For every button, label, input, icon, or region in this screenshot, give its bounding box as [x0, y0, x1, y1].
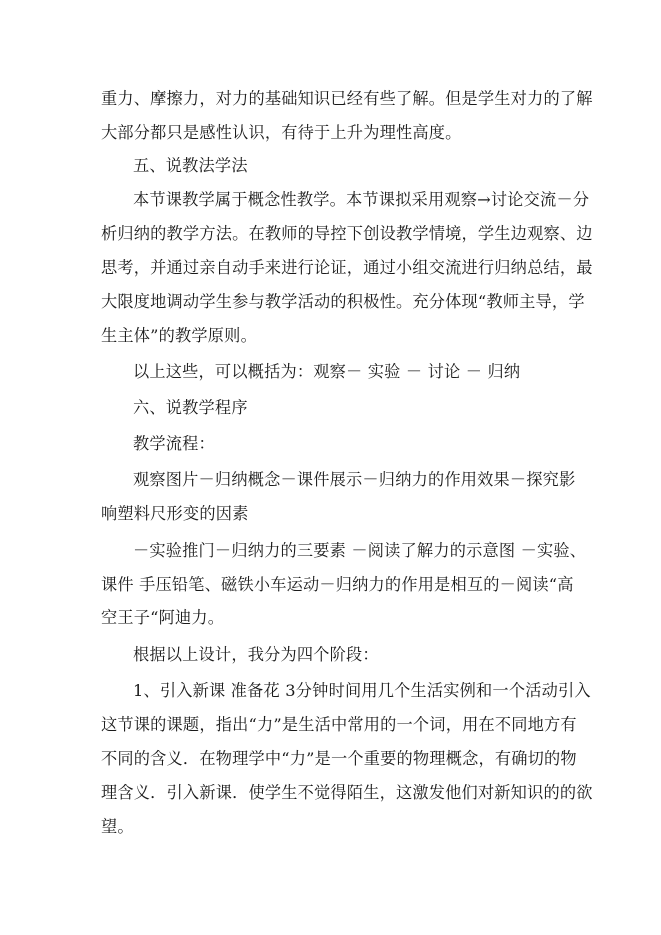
paragraph-line: 教学流程： [133, 434, 215, 453]
paragraph-line: 1、引入新课 准备花 3分钟时间用几个生活实例和一个活动引入 [133, 681, 591, 700]
paragraph-line: 重力、摩擦力，对力的基础知识已经有些了解。但是学生对力的了解 [101, 89, 593, 108]
paragraph-line: 课件 手压铅笔、磁铁小车运动－归纳力的作用是相互的－阅读“高 [101, 575, 574, 594]
paragraph-line: 响塑料尺形变的因素 [101, 504, 249, 523]
section-heading-teaching-procedure: 六、说教学程序 [133, 398, 248, 417]
paragraph-line: 不同的含义．在物理学中“力”是一个重要的物理概念，有确切的物 [101, 749, 577, 768]
paragraph-line: 本节课教学属于概念性教学。本节课拟采用观察→讨论交流－分 [133, 190, 590, 209]
paragraph-line: 根据以上设计，我分为四个阶段： [133, 645, 379, 664]
paragraph-line: 观察图片－归纳概念－课件展示－归纳力的作用效果－探究影 [133, 470, 576, 489]
paragraph-line: 望。 [101, 817, 134, 836]
paragraph-line: 理含义．引入新课．使学生不觉得陌生，这激发他们对新知识的的欲 [101, 783, 593, 802]
paragraph-line: 生主体”的教学原则。 [101, 326, 257, 345]
paragraph-line: 大部分都只是感性认识，有待于上升为理性高度。 [101, 123, 462, 142]
paragraph-line: 析归纳的教学方法。在教师的导控下创设教学情境，学生边观察、边 [101, 224, 593, 243]
paragraph-line: 大限度地调动学生参与教学活动的积极性。充分体现“教师主导，学 [101, 292, 585, 311]
paragraph-line: 以上这些，可以概括为：观察－ 实验 － 讨论 － 归纳 [133, 362, 521, 381]
paragraph-line: －实验推门－归纳力的三要素 －阅读了解力的示意图 －实验、 [133, 541, 587, 560]
paragraph-line: 这节课的课题，指出“力”是生活中常用的一个词，用在不同地方有 [101, 715, 577, 734]
section-heading-teaching-methods: 五、说教法学法 [133, 156, 248, 175]
paragraph-line: 空王子“阿迪力。 [101, 608, 225, 627]
paragraph-line: 思考，并通过亲自动手来进行论证，通过小组交流进行归纳总结，最 [101, 258, 593, 277]
